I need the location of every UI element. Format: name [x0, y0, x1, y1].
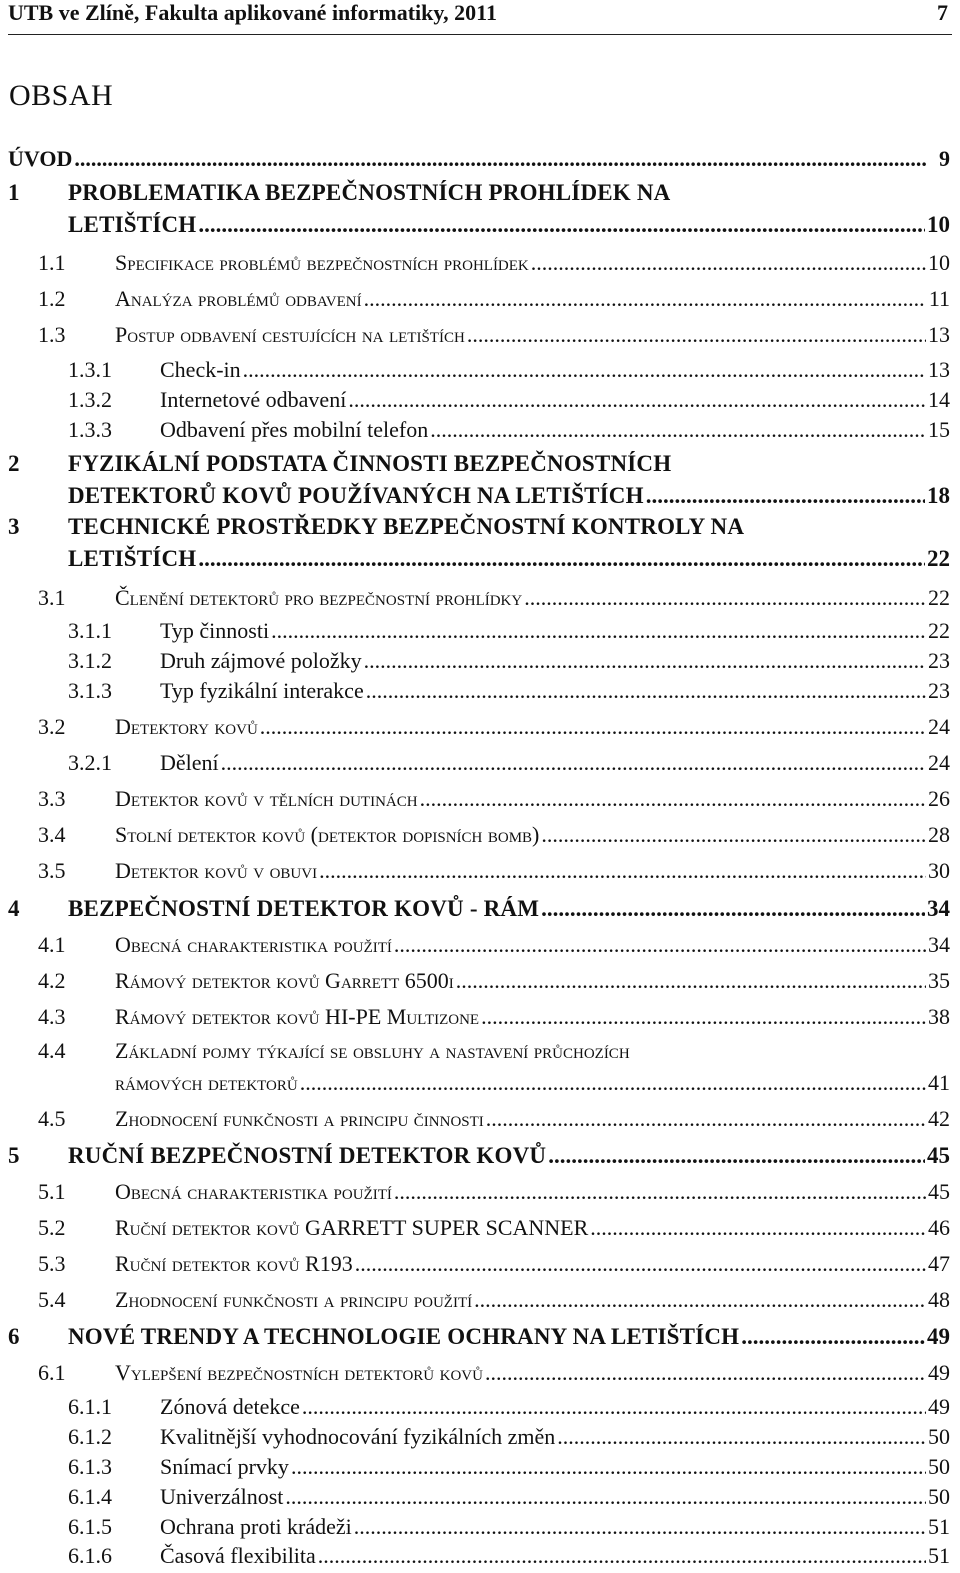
toc-entry[interactable] [0, 1004, 960, 1034]
toc-entry-page-number: 10 [927, 212, 950, 237]
toc-entry[interactable] [0, 895, 960, 925]
toc-entry-line [115, 1251, 950, 1277]
toc-entry-label: Check-in [160, 357, 241, 382]
toc-entry-page-number: 45 [928, 1179, 950, 1204]
toc-entry[interactable] [0, 1179, 960, 1209]
toc-entry-line [160, 357, 950, 383]
toc-entry-page-number: 35 [928, 968, 950, 993]
toc-entry-number: 5.4 [38, 1287, 66, 1312]
toc-entry-page-number: 50 [928, 1454, 950, 1479]
toc-entry-label-first-line: FYZIKÁLNÍ PODSTATA ČINNOSTI BEZPEČNOSTNÍCH [68, 451, 672, 476]
toc-entry-line [68, 211, 950, 239]
toc-entry[interactable] [0, 1454, 960, 1484]
header-title: UTB ve Zlíně, Fakulta aplikované informatiky, 2011 [8, 0, 497, 25]
toc-entry-label: Typ fyzikální interakce [160, 678, 364, 703]
toc-entry-label: BEZPEČNOSTNÍ DETEKTOR KOVŮ - RÁM [68, 896, 540, 921]
toc-entry-number: 4.5 [38, 1106, 66, 1131]
toc-entry-line [68, 545, 950, 573]
toc-entry-label: rámových detektorů [115, 1070, 298, 1095]
toc-entry-number: 5.1 [38, 1179, 66, 1204]
toc-entry-line [160, 417, 950, 443]
toc-entry[interactable] [0, 514, 960, 575]
toc-entry[interactable] [0, 932, 960, 962]
toc-entry-number: 4 [8, 896, 20, 921]
toc-entry-line [115, 968, 950, 994]
toc-entry-line [115, 714, 950, 740]
dot-leader [355, 1251, 926, 1277]
toc-entry-page-number: 50 [928, 1424, 950, 1449]
dot-leader [243, 357, 926, 383]
toc-entry-number: 4.2 [38, 968, 66, 993]
toc-entry-number: 3 [8, 514, 20, 539]
toc-entry-line [160, 1394, 950, 1420]
dot-leader [430, 417, 926, 443]
toc-entry-page-number: 49 [928, 1360, 950, 1385]
toc-entry-page-number: 15 [928, 417, 950, 442]
toc-entry-line [115, 322, 950, 348]
toc-entry-number: 3.3 [38, 786, 66, 811]
toc-entry-page-number: 24 [928, 714, 950, 739]
toc-entry-number: 6.1.6 [68, 1543, 112, 1568]
toc-entry-label: Zónová detekce [160, 1394, 300, 1419]
toc-entry-label: Ruční detektor kovů GARRETT SUPER SCANNER [115, 1215, 589, 1240]
toc-entry-line [8, 146, 950, 172]
toc-entry-page-number: 34 [928, 932, 950, 957]
toc-entry-line [160, 1424, 950, 1450]
toc-entry-page-number: 51 [928, 1543, 950, 1568]
toc-entry-line [115, 585, 950, 611]
toc-entry[interactable] [0, 1251, 960, 1281]
toc-entry-number: 4.1 [38, 932, 66, 957]
dot-leader [364, 648, 926, 674]
toc-entry[interactable] [0, 1106, 960, 1136]
toc-entry-number: 1.2 [38, 286, 66, 311]
toc-entry-line [160, 1514, 950, 1540]
toc-entry-line [115, 1179, 950, 1205]
toc-entry[interactable] [0, 286, 960, 316]
toc-entry-page-number: 22 [928, 585, 950, 610]
toc-entry-page-number: 51 [928, 1514, 950, 1539]
toc-entry-page-number: 48 [928, 1287, 950, 1312]
toc-entry-number: 6.1.4 [68, 1484, 112, 1509]
toc-entry-number: 1 [8, 180, 20, 205]
toc-entry-line [115, 286, 950, 312]
toc-entry[interactable] [0, 714, 960, 744]
toc-entry-number: 1.3 [38, 322, 66, 347]
header-page-number: 7 [937, 0, 948, 25]
toc-entry[interactable] [0, 822, 960, 852]
dot-leader [366, 678, 926, 704]
toc-entry-label: Typ činnosti [160, 618, 270, 643]
toc-entry-number: 6.1.2 [68, 1424, 112, 1449]
dot-leader [481, 1004, 926, 1030]
toc-entry-line [160, 618, 950, 644]
toc-entry-line [160, 1484, 950, 1510]
toc-entry-label-first-line: Základní pojmy týkající se obsluhy a nastavení průchozích [115, 1038, 630, 1063]
toc-entry-page-number: 47 [928, 1251, 950, 1276]
toc-entry-page-number: 49 [928, 1394, 950, 1419]
dot-leader [420, 786, 926, 812]
toc-entry[interactable] [0, 1215, 960, 1245]
toc-entry[interactable] [0, 1484, 960, 1514]
toc-entry-line [160, 1543, 950, 1569]
toc-entry[interactable] [0, 1424, 960, 1454]
dot-leader [221, 750, 926, 776]
toc-entry-line [160, 387, 950, 413]
toc-entry-page-number: 41 [928, 1070, 950, 1095]
dot-leader [198, 545, 925, 573]
toc-entry[interactable] [0, 858, 960, 888]
toc-entry-label: Obecná charakteristika použití [115, 1179, 392, 1204]
dot-leader [318, 1543, 926, 1569]
toc-entry[interactable] [0, 648, 960, 678]
toc-entry-number: 6.1.1 [68, 1394, 112, 1419]
page-title: OBSAH [9, 79, 114, 112]
toc-entry-page-number: 42 [928, 1106, 950, 1131]
toc-entry-line [160, 1454, 950, 1480]
toc-entry[interactable] [0, 357, 960, 387]
toc-entry[interactable] [0, 968, 960, 998]
toc-entry-page-number: 34 [927, 896, 950, 921]
toc-entry[interactable] [0, 1514, 960, 1544]
toc-entry-label: Druh zájmové položky [160, 648, 362, 673]
toc-entry-label: Detektor kovů v obuvi [115, 858, 318, 883]
toc-entry[interactable] [0, 146, 960, 176]
toc-entry-page-number: 9 [939, 146, 950, 171]
dot-leader [474, 1287, 926, 1313]
dot-leader [74, 146, 926, 172]
toc-entry-number: 6.1.5 [68, 1514, 112, 1539]
toc-entry[interactable] [0, 1543, 960, 1573]
dot-leader [198, 211, 925, 239]
toc-entry-number: 6 [8, 1324, 20, 1349]
dot-leader [541, 822, 926, 848]
toc-entry-page-number: 49 [927, 1324, 950, 1349]
toc-entry-label: Dělení [160, 750, 219, 775]
toc-entry-page-number: 22 [928, 618, 950, 643]
toc-entry-line [68, 1323, 950, 1351]
toc-entry-number: 3.2 [38, 714, 66, 739]
toc-entry[interactable] [0, 180, 960, 241]
dot-leader [302, 1394, 926, 1420]
toc-entry-page-number: 14 [928, 387, 950, 412]
toc-entry-line [115, 1287, 950, 1313]
toc-entry-number: 3.1.3 [68, 678, 112, 703]
toc-entry[interactable] [0, 1323, 960, 1353]
toc-entry[interactable] [0, 387, 960, 417]
dot-leader [467, 322, 926, 348]
dot-leader [260, 714, 926, 740]
toc-entry-label-first-line: TECHNICKÉ PROSTŘEDKY BEZPEČNOSTNÍ KONTROLY NA [68, 514, 745, 539]
toc-entry-label: ÚVOD [8, 146, 73, 171]
dot-leader [741, 1323, 925, 1351]
toc-entry[interactable] [0, 678, 960, 708]
toc-entry[interactable] [0, 417, 960, 447]
toc-entry-page-number: 26 [928, 786, 950, 811]
toc-entry[interactable] [0, 322, 960, 352]
dot-leader [300, 1070, 926, 1096]
toc-entry-label: DETEKTORŮ KOVŮ POUŽÍVANÝCH NA LETIŠTÍCH [68, 483, 644, 508]
toc-entry-number: 3.4 [38, 822, 66, 847]
toc-entry-label: Snímací prvky [160, 1454, 289, 1479]
dot-leader [524, 585, 926, 611]
toc-entry-label: RUČNÍ BEZPEČNOSTNÍ DETEKTOR KOVŮ [68, 1143, 547, 1168]
toc-entry-label: Odbavení přes mobilní telefon [160, 417, 429, 442]
dot-leader [364, 286, 926, 312]
dot-leader [291, 1454, 926, 1480]
dot-leader [557, 1424, 926, 1450]
toc-entry-number: 3.1 [38, 585, 66, 610]
toc-entry[interactable] [0, 1038, 960, 1100]
toc-entry-page-number: 50 [928, 1484, 950, 1509]
toc-entry-number: 1.3.3 [68, 417, 112, 442]
dot-leader [485, 1360, 926, 1386]
toc-entry-label: Obecná charakteristika použití [115, 932, 392, 957]
toc-entry-label-first-line: PROBLEMATIKA BEZPEČNOSTNÍCH PROHLÍDEK NA [68, 180, 671, 205]
toc-entry-line [115, 1360, 950, 1386]
dot-leader [541, 895, 925, 923]
toc-entry-line [115, 1070, 950, 1096]
toc-entry[interactable] [0, 451, 960, 512]
toc-entry-label: NOVÉ TRENDY A TECHNOLOGIE OCHRANY NA LETIŠTÍCH [68, 1324, 740, 1349]
toc-entry-line [115, 822, 950, 848]
toc-entry-label: Postup odbavení cestujících na letištích [115, 322, 465, 347]
toc-entry-page-number: 13 [928, 357, 950, 382]
toc-entry-label: Ochrana proti krádeži [160, 1514, 352, 1539]
toc-entry-page-number: 11 [928, 286, 950, 311]
toc-entry-label: LETIŠTÍCH [68, 546, 197, 571]
toc-entry[interactable] [0, 1142, 960, 1172]
toc-entry-number: 6.1.3 [68, 1454, 112, 1479]
dot-leader [590, 1215, 926, 1241]
toc-entry-label: Rámový detektor kovů HI-PE Multizone [115, 1004, 480, 1029]
toc-entry-number: 5.2 [38, 1215, 66, 1240]
toc-entry-label: Rámový detektor kovů Garrett 6500i [115, 968, 454, 993]
toc-entry-label: Časová flexibilita [160, 1543, 316, 1568]
toc-entry-line [160, 678, 950, 704]
toc-entry-label: Specifikace problémů bezpečnostních prohlídek [115, 250, 529, 275]
toc-entry-number: 4.3 [38, 1004, 66, 1029]
toc-entry-label: Kvalitnější vyhodnocování fyzikálních změn [160, 1424, 556, 1449]
toc-entry-number: 5.3 [38, 1251, 66, 1276]
toc-entry-number: 3.5 [38, 858, 66, 883]
toc-entry-label: Stolní detektor kovů (detektor dopisních bomb) [115, 822, 540, 847]
toc-entry-label: Detektor kovů v tělních dutinách [115, 786, 418, 811]
toc-entry[interactable] [0, 250, 960, 280]
toc-entry-label: Internetové odbavení [160, 387, 347, 412]
dot-leader [348, 387, 926, 413]
toc-entry-label: Zhodnocení funkčnosti a principu použití [115, 1287, 473, 1312]
toc-entry-label: Členění detektorů pro bezpečnostní prohlídky [115, 585, 523, 610]
toc-entry-page-number: 45 [927, 1143, 950, 1168]
toc-entry-label: Detektory kovů [115, 714, 258, 739]
toc-entry-label: LETIŠTÍCH [68, 212, 197, 237]
toc-entry-label: Analýza problémů odbavení [115, 286, 362, 311]
dot-leader [394, 932, 926, 958]
toc-entry-line [115, 250, 950, 276]
toc-entry-number: 1.3.1 [68, 357, 112, 382]
toc-entry-page-number: 38 [928, 1004, 950, 1029]
toc-entry-page-number: 23 [928, 678, 950, 703]
toc-entry-number: 1.1 [38, 250, 66, 275]
toc-entry-number: 2 [8, 451, 20, 476]
toc-entry-line [68, 895, 950, 923]
toc-entry-number: 6.1 [38, 1360, 66, 1385]
toc-entry-label: Zhodnocení funkčnosti a principu činnosti [115, 1106, 484, 1131]
toc-entry-number: 3.2.1 [68, 750, 112, 775]
toc-entry-page-number: 23 [928, 648, 950, 673]
toc-entry-label: Univerzálnost [160, 1484, 284, 1509]
dot-leader [271, 618, 926, 644]
toc-entry[interactable] [0, 786, 960, 816]
toc-entry-page-number: 22 [927, 546, 950, 571]
toc-entry[interactable] [0, 1394, 960, 1424]
toc-entry-page-number: 28 [928, 822, 950, 847]
toc-entry-line [68, 482, 950, 510]
toc-entry[interactable] [0, 1287, 960, 1317]
dot-leader [646, 482, 925, 510]
dot-leader [354, 1514, 926, 1540]
toc-entry-number: 4.4 [38, 1038, 66, 1063]
dot-leader [486, 1106, 926, 1132]
toc-entry-number: 3.1.2 [68, 648, 112, 673]
toc-entry-page-number: 46 [928, 1215, 950, 1240]
toc-entry-page-number: 13 [928, 322, 950, 347]
dot-leader [319, 858, 926, 884]
toc-entry-number: 3.1.1 [68, 618, 112, 643]
toc-entry[interactable] [0, 618, 960, 648]
toc-entry[interactable] [0, 585, 960, 615]
dot-leader [531, 250, 926, 276]
toc-entry[interactable] [0, 750, 960, 780]
dot-leader [548, 1142, 925, 1170]
toc-entry-page-number: 30 [928, 858, 950, 883]
dot-leader [456, 968, 926, 994]
toc-entry-line [68, 1142, 950, 1170]
toc-entry-line [115, 786, 950, 812]
toc-entry-line [115, 1215, 950, 1241]
toc-entry-page-number: 10 [928, 250, 950, 275]
toc-entry-number: 1.3.2 [68, 387, 112, 412]
toc-entry-label: Vylepšení bezpečnostních detektorů kovů [115, 1360, 483, 1385]
toc-entry-line [115, 858, 950, 884]
toc-entry-label: Ruční detektor kovů R193 [115, 1251, 353, 1276]
toc-entry-page-number: 24 [928, 750, 950, 775]
toc-entry-line [115, 1106, 950, 1132]
toc-entry[interactable] [0, 1360, 960, 1390]
toc-entry-line [160, 648, 950, 674]
toc-entry-page-number: 18 [927, 483, 950, 508]
dot-leader [394, 1179, 926, 1205]
toc-entry-line [115, 1004, 950, 1030]
toc-entry-line [115, 932, 950, 958]
dot-leader [285, 1484, 926, 1510]
toc-entry-number: 5 [8, 1143, 20, 1168]
toc-entry-line [160, 750, 950, 776]
